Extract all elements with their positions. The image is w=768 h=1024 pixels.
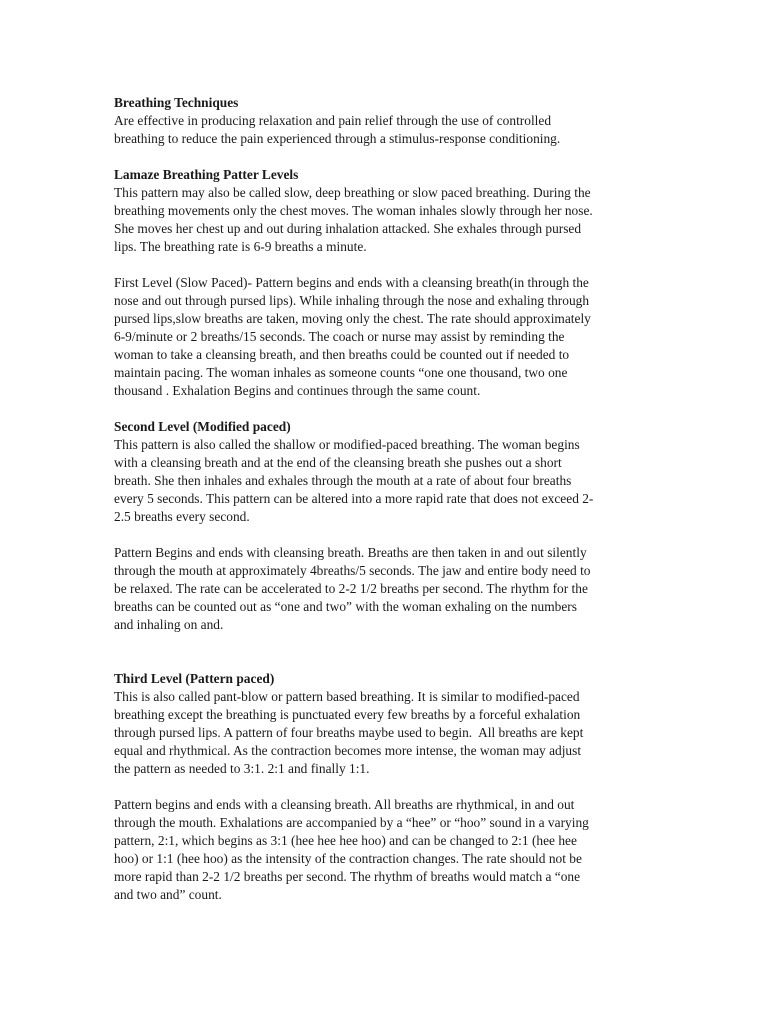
heading-breathing-techniques: Breathing Techniques (114, 95, 239, 110)
spacer (114, 148, 662, 166)
spacer (114, 256, 662, 274)
section-first-level (114, 274, 662, 400)
section-third-level-pattern (114, 796, 662, 904)
section-second-level-pattern (114, 544, 662, 634)
section-second-level (114, 418, 662, 526)
paragraph-second-level: This pattern is also called the shallow or modified-paced breathing. The woman begins with a cleansing breath and at the end of the cleansing breath she pushes out a short breath. She then inhales and exhales through the mouth at a rate of about four breaths every 5 seconds. This pattern can be altered into a more rapid rate that does not exceed 2- 2.5 breaths every second. (114, 437, 594, 524)
paragraph-third-level: This is also called pant-blow or pattern based breathing. It is similar to modified-paced breathing except the breathing is punctuated every few breaths by a forceful exhalation through pursed lips. A pattern of four breaths maybe used to begin. All breaths are kept equal and rhythmical. As the contraction becomes more intense, the woman may adjust the pattern as needed to 3:1. 2:1 and finally 1:1. (114, 689, 584, 776)
paragraph-second-level-pattern: Pattern Begins and ends with cleansing breath. Breaths are then taken in and out silently through the mouth at approximately 4breaths/5 seconds. The jaw and entire body need to be relaxed. The rate can be accelerated to 2-2 1/2 breaths per second. The rhythm for the breaths can be counted out as “one and two” with the woman exhaling on the numbers and inhaling on and. (114, 545, 591, 632)
spacer (114, 526, 662, 544)
section-lamaze (114, 166, 662, 256)
heading-lamaze: Lamaze Breathing Patter Levels (114, 167, 299, 182)
document-page (114, 94, 662, 904)
spacer (114, 778, 662, 796)
paragraph-third-level-pattern: Pattern begins and ends with a cleansing breath. All breaths are rhythmical, in and out through the mouth. Exhalations are accompanied by a “hee” or “hoo” sound in a varying pattern, 2:1, which begins as 3:1 (hee hee hee hoo) and can be changed to 2:1 (hee hee hoo) or 1:1 (hee hoo) as the intensity of the contraction changes. The rate should not be more rapid than 2-2 1/2 breaths per second. The rhythm of breaths would match a “one and two and” count. (114, 797, 589, 902)
paragraph-breathing-techniques: Are effective in producing relaxation and pain relief through the use of controlled breathing to reduce the pain experienced through a stimulus-response conditioning. (114, 113, 561, 146)
paragraph-first-level: First Level (Slow Paced)- Pattern begins and ends with a cleansing breath(in through the nose and out through pursed lips). While inhaling through the nose and exhaling through pursed lips,slow breaths are taken, moving only the chest. The rate should approximately 6-9/minute or 2 breaths/15 seconds. The coach or nurse may assist by reminding the woman to take a cleansing breath, and then breaths could be counted out if needed to maintain pacing. The woman inhales as someone counts “one one thousand, two one thousand . Exhalation Begins and continues through the same count. (114, 275, 591, 398)
spacer (114, 400, 662, 418)
section-third-level (114, 670, 662, 778)
section-breathing-techniques (114, 94, 662, 148)
heading-third-level: Third Level (Pattern paced) (114, 671, 275, 686)
spacer (114, 634, 662, 670)
heading-second-level: Second Level (Modified paced) (114, 419, 291, 434)
paragraph-lamaze: This pattern may also be called slow, deep breathing or slow paced breathing. During the breathing movements only the chest moves. The woman inhales slowly through her nose. She moves her chest up and out during inhalation attacked. She exhales through pursed lips. The breathing rate is 6-9 breaths a minute. (114, 185, 593, 254)
